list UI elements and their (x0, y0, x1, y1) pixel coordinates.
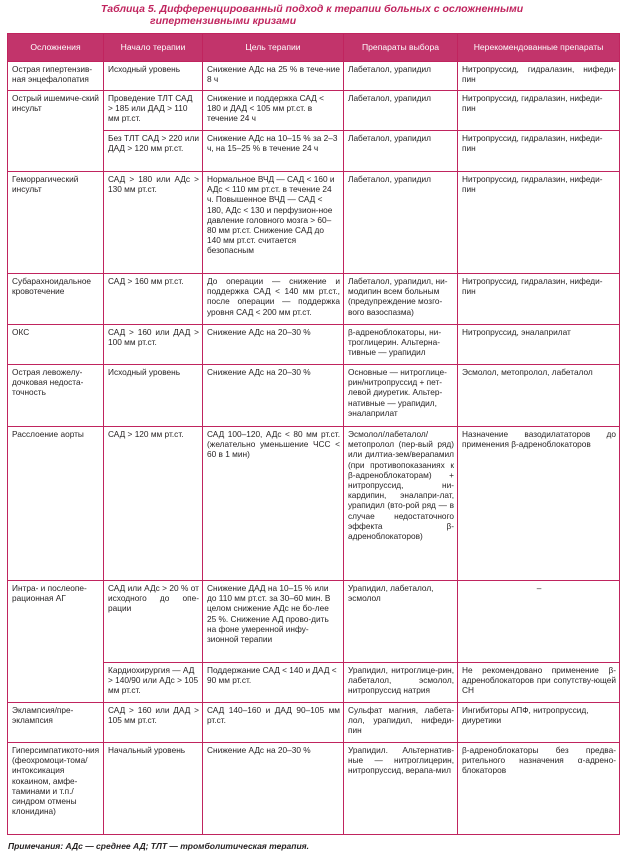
table-title (0, 3, 624, 27)
cell-goal: Снижение АДс на 20–30 % (203, 325, 344, 365)
cell-not-recommended: Нитропруссид, гидралазин, нифеди-пин (458, 274, 620, 325)
header-not-recommended: Нерекомендованные препараты (458, 34, 620, 62)
table-row (8, 427, 620, 581)
table-row (8, 172, 620, 274)
header-choice: Препараты выбора (344, 34, 458, 62)
table-row (8, 91, 620, 131)
table-note: Примечания: АДс — среднее АД; ТЛТ — тромболитическая терапия. (8, 841, 310, 851)
cell-not-recommended: Нитропруссид, гидралазин, нифеди-пин (458, 172, 620, 274)
cell-goal: Снижение АДс на 20–30 % (203, 365, 344, 427)
cell-choice: Лабеталол, урапидил (344, 131, 458, 172)
cell-choice: β-адреноблокаторы, ни-троглицерин. Альтерна-тивные — урапидил (344, 325, 458, 365)
cell-complication: Геморрагический инсульт (8, 172, 104, 274)
cell-not-recommended: Не рекомендовано применение β-адреноблокаторов при сопутству-ющей СН (458, 663, 620, 703)
header-complication: Осложнения (8, 34, 104, 62)
cell-goal: Снижение и поддержка САД < 180 и ДАД < 105 мм рт.ст. в течение 24 ч (203, 91, 344, 131)
cell-start: Исходный уровень (104, 365, 203, 427)
cell-choice: Урапидил, нитроглице-рин, лабеталол, эсмолол, нитропруссид натрия (344, 663, 458, 703)
table-title-line1: Таблица 5. Дифференцированный подход к терапии больных с осложненными (100, 3, 524, 15)
cell-choice: Урапидил, лабеталол, эсмолол (344, 581, 458, 663)
cell-complication: Расслоение аорты (8, 427, 104, 581)
cell-not-recommended: β-адреноблокаторы без предва-рительного назначения α-адрено-блокаторов (458, 743, 620, 835)
cell-complication: Эклампсия/пре-эклампсия (8, 703, 104, 743)
cell-not-recommended: Нитропруссид, гидралазин, нифеди-пин (458, 91, 620, 131)
cell-goal: Снижение АДс на 20–30 % (203, 743, 344, 835)
table-row (8, 325, 620, 365)
cell-choice: Лабеталол, урапидил (344, 62, 458, 91)
cell-goal: Снижение АДс на 25 % в тече-ние 8 ч (203, 62, 344, 91)
cell-not-recommended: Ингибиторы АПФ, нитропруссид, диуретики (458, 703, 620, 743)
table-row (8, 62, 620, 91)
cell-start: САД > 160 или ДАД > 100 мм рт.ст. (104, 325, 203, 365)
cell-choice: Лабеталол, урапидил, ни-модипин всем больным (предупреждение мозго-вого вазоспазма) (344, 274, 458, 325)
table-row (8, 743, 620, 835)
table-title-line2: гипертензивными кризами (150, 15, 297, 27)
table-header-row (8, 34, 620, 62)
cell-not-recommended: Назначение вазодилататоров до применения β-адреноблокаторов (458, 427, 620, 581)
cell-complication: Субарахноидальное кровотечение (8, 274, 104, 325)
cell-goal: САД 100–120, АДс < 80 мм рт.ст. (желательно уменьшение ЧСС < 60 в 1 мин) (203, 427, 344, 581)
cell-start: Кардиохирургия — АД > 140/90 или АДс > 105 мм рт.ст. (104, 663, 203, 703)
cell-start: Начальный уровень (104, 743, 203, 835)
table-row (8, 581, 620, 663)
therapy-table (7, 33, 620, 835)
cell-complication: Гиперсимпатикото-ния (феохромоци-тома/интоксикация кокаином, амфе-таминами и т.п./ синдром отмены клонидина) (8, 743, 104, 835)
cell-not-recommended: Нитропруссид, эналаприлат (458, 325, 620, 365)
cell-start: Без ТЛТ САД > 220 или ДАД > 120 мм рт.ст. (104, 131, 203, 172)
cell-goal: До операции — снижение и поддержка САД < 140 мм рт.ст., после операции — поддержка уровня САД < 200 мм рт.ст. (203, 274, 344, 325)
table-row (8, 274, 620, 325)
header-start: Начало терапии (104, 34, 203, 62)
cell-goal: Поддержание САД < 140 и ДАД < 90 мм рт.ст. (203, 663, 344, 703)
cell-goal: Снижение ДАД на 10–15 % или до 110 мм рт.ст. за 30–60 мин. В целом снижение АДс не бо-лее 25 %. Снижение АД прово-дить на фоне умеренной инфу-зионной терапии (203, 581, 344, 663)
cell-choice: Лабеталол, урапидил (344, 91, 458, 131)
cell-choice: Основные — нитроглице-рин/нитропруссид + пет-левой диуретик. Альтер-нативные — урапидил, эналаприлат (344, 365, 458, 427)
cell-complication: Острая левожелу-дочковая недоста-точность (8, 365, 104, 427)
cell-start: САД > 180 или АДс > 130 мм рт.ст. (104, 172, 203, 274)
cell-start: Проведение ТЛТ САД > 185 или ДАД > 110 мм рт.ст. (104, 91, 203, 131)
cell-choice: Лабеталол, урапидил (344, 172, 458, 274)
cell-goal: Нормальное ВЧД — САД < 160 и АДс < 110 мм рт.ст. в течение 24 ч. Повышенное ВЧД — САД < 180, АДс < 130 и перфузион-ное давление головного мозга > 60–80 мм рт.ст. Снижение САД до 140 мм рт.ст. считается безопасным (203, 172, 344, 274)
table-row (8, 365, 620, 427)
table-row (8, 703, 620, 743)
cell-choice: Сульфат магния, лабета-лол, урапидил, нифеди-пин (344, 703, 458, 743)
cell-start: САД > 160 мм рт.ст. (104, 274, 203, 325)
cell-complication: Интра- и послеопе-рационная АГ (8, 581, 104, 703)
cell-start: САД или АДс > 20 % от исходного до опе-рации (104, 581, 203, 663)
cell-complication: ОКС (8, 325, 104, 365)
cell-choice: Урапидил. Альтернатив-ные — нитроглицерин, нитропруссид, верапа-мил (344, 743, 458, 835)
cell-complication: Острый ишемиче-ский инсульт (8, 91, 104, 172)
cell-start: Исходный уровень (104, 62, 203, 91)
cell-goal: Снижение АДс на 10–15 % за 2–3 ч, на 15–25 % в течение 24 ч (203, 131, 344, 172)
cell-not-recommended: Эсмолол, метопролол, лабеталол (458, 365, 620, 427)
cell-not-recommended: Нитропруссид, гидралазин, нифеди-пин (458, 62, 620, 91)
cell-complication: Острая гипертензив-ная энцефалопатия (8, 62, 104, 91)
cell-not-recommended: Нитропруссид, гидралазин, нифеди-пин (458, 131, 620, 172)
cell-start: САД > 160 или ДАД > 105 мм рт.ст. (104, 703, 203, 743)
cell-not-recommended: – (458, 581, 620, 663)
cell-choice: Эсмолол/лабеталол/ метопролол (пер-вый ряд) или дилтиа-зем/верапамил (при противопоказаниях к β-адреноблокаторам) + нитропруссид, ни-кардипин, эналапри-лат, урапидил (вто-рой ряд — в случае недостаточного эффекта β-адреноблокаторов) (344, 427, 458, 581)
cell-start: САД > 120 мм рт.ст. (104, 427, 203, 581)
cell-goal: САД 140–160 и ДАД 90–105 мм рт.ст. (203, 703, 344, 743)
header-goal: Цель терапии (203, 34, 344, 62)
